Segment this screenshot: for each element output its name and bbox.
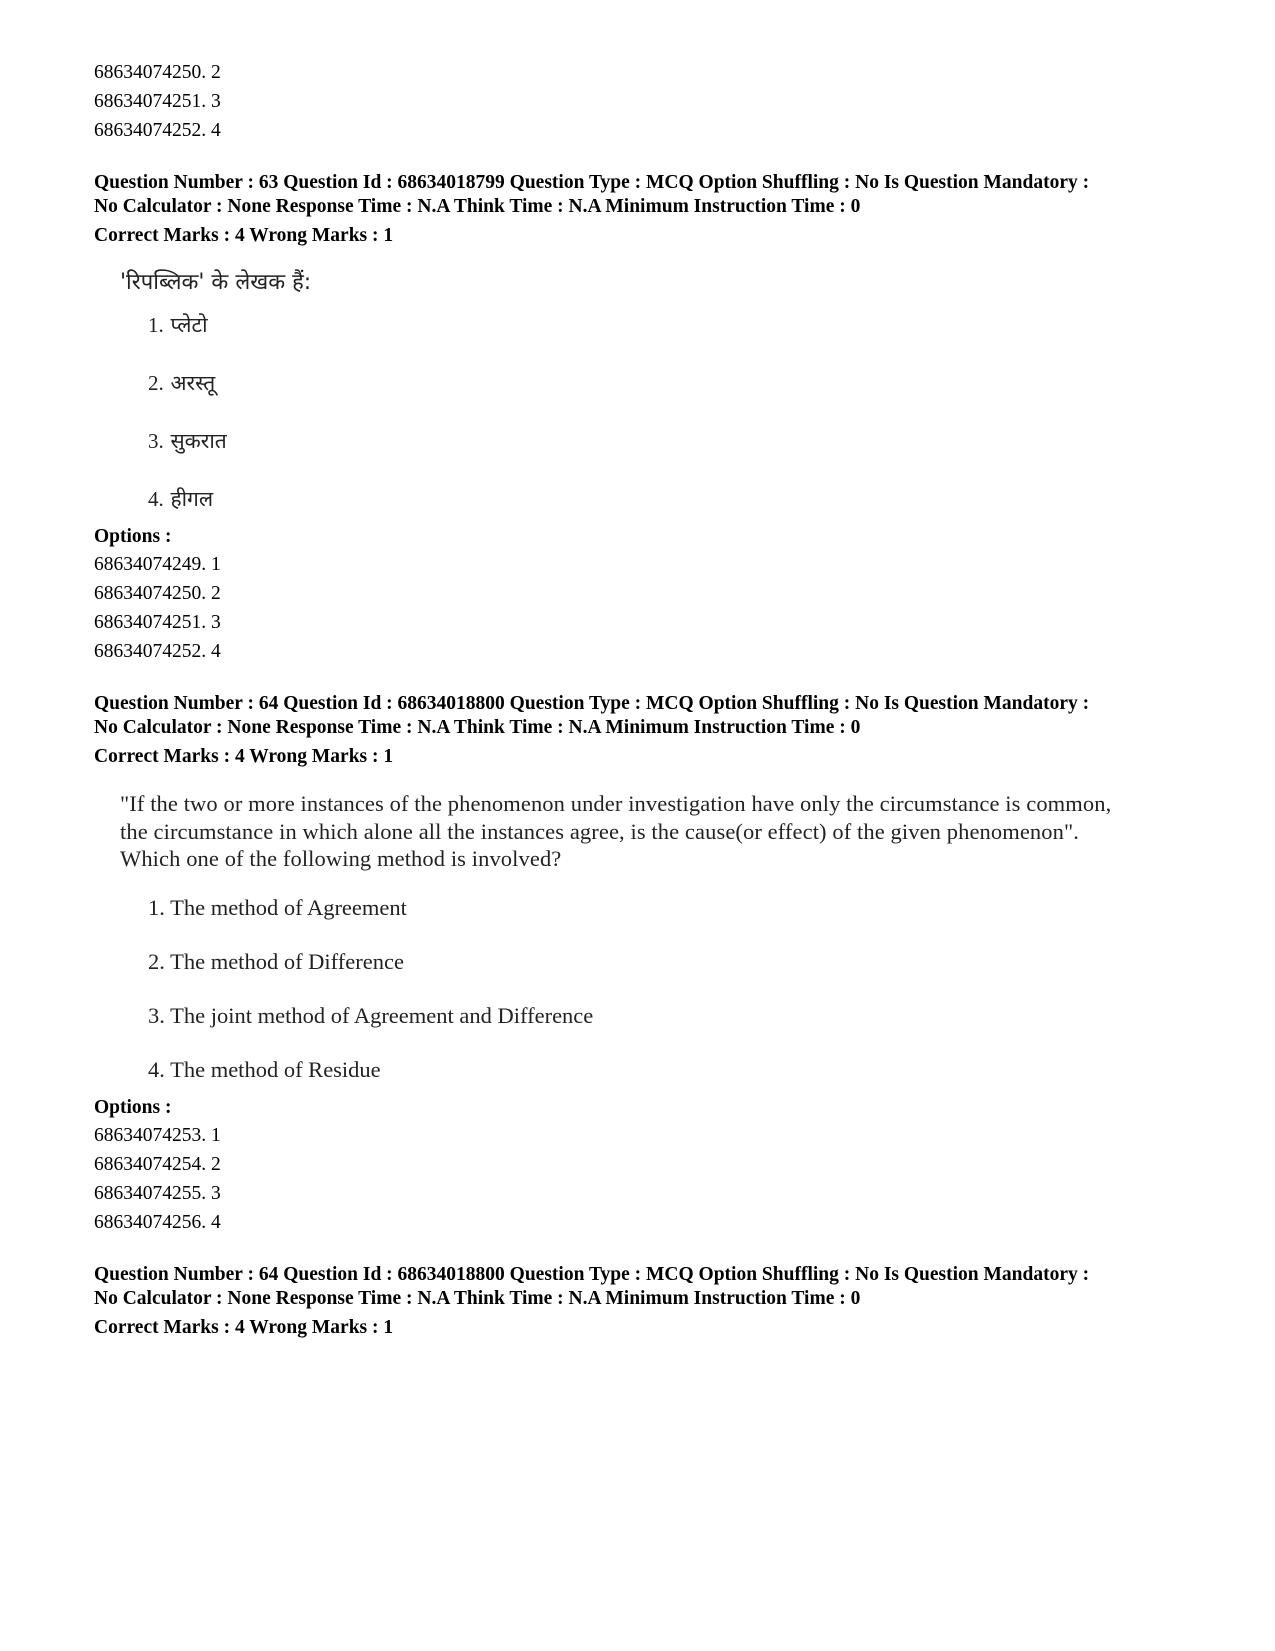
carryover-options: [94, 58, 1194, 145]
choice-number: 4.: [148, 487, 164, 511]
question-meta: [94, 171, 1194, 219]
question-stem-line: Which one of the following method is involved?: [120, 846, 562, 871]
option-id-line: 68634074250. 2: [94, 62, 221, 83]
question-stem: 'रिपब्लिक' के लेखक हैं:: [120, 270, 312, 295]
choice-number: 1.: [148, 313, 164, 337]
options-label: Options :: [94, 526, 172, 547]
choice-text: अरस्तू: [170, 371, 216, 395]
question-marks: Correct Marks : 4 Wrong Marks : 1: [94, 225, 394, 246]
question-meta-line: Question Number : 63 Question Id : 68634018799 Question Type : MCQ Option Shuffling : No Is Question Mandatory :: [94, 172, 1090, 193]
option-id-line: 68634074251. 3: [94, 612, 221, 633]
option-id-list: [94, 550, 1194, 666]
question-stem-line: "If the two or more instances of the phenomenon under investigation have only the circumstance is common,: [120, 791, 1112, 816]
options-label: Options :: [94, 1096, 172, 1118]
question-marks: Correct Marks : 4 Wrong Marks : 1: [94, 1316, 394, 1338]
question-meta-line: Question Number : 64 Question Id : 68634018800 Question Type : MCQ Option Shuffling : No Is Question Mandatory :: [94, 693, 1090, 714]
question-stem: [120, 790, 1194, 873]
option-id-line: 68634074256. 4: [94, 1211, 221, 1233]
question-meta: [94, 692, 1194, 740]
option-id-list: [94, 1121, 1194, 1237]
question-meta-line: Question Number : 64 Question Id : 68634018800 Question Type : MCQ Option Shuffling : No Is Question Mandatory :: [94, 1263, 1090, 1285]
question-meta-line: No Calculator : None Response Time : N.A Think Time : N.A Minimum Instruction Time : 0: [94, 196, 861, 217]
question-stem-line: the circumstance in which alone all the instances agree, is the cause(or effect) of the given phenomenon".: [120, 818, 1079, 844]
answer-choice: 2. The method of Difference: [148, 948, 404, 974]
answer-choice: 1. The method of Agreement: [148, 894, 407, 920]
answer-choice: [148, 368, 1194, 398]
option-id-line: 68634074251. 3: [94, 91, 221, 112]
option-id-line: 68634074255. 3: [94, 1182, 221, 1204]
question-meta: [94, 1263, 1194, 1311]
question-block-64-repeat: [94, 1263, 1194, 1340]
answer-choice: [148, 426, 1194, 456]
option-id-line: 68634074252. 4: [94, 641, 221, 662]
choice-number: 3.: [148, 429, 164, 453]
question-meta-line: No Calculator : None Response Time : N.A Think Time : N.A Minimum Instruction Time : 0: [94, 717, 861, 738]
option-id-line: 68634074250. 2: [94, 583, 221, 604]
choice-number: 2.: [148, 371, 164, 395]
question-body: [120, 790, 1194, 1085]
option-id-line: 68634074253. 1: [94, 1124, 221, 1146]
option-id-line: 68634074249. 1: [94, 554, 221, 575]
question-meta-line: No Calculator : None Response Time : N.A Think Time : N.A Minimum Instruction Time : 0: [94, 1287, 861, 1309]
answer-choices: [148, 893, 1194, 1085]
answer-choice: 3. The joint method of Agreement and Difference: [148, 1002, 594, 1028]
choice-text: हीगल: [170, 487, 214, 511]
document-page: [94, 58, 1194, 1340]
answer-choices: [148, 310, 1194, 514]
question-block-64: [94, 692, 1194, 1237]
answer-choice: 4. The method of Residue: [148, 1056, 381, 1082]
choice-text: प्लेटो: [170, 313, 208, 337]
option-id-line: 68634074252. 4: [94, 120, 221, 141]
choice-text: सुकरात: [170, 429, 227, 453]
question-marks: Correct Marks : 4 Wrong Marks : 1: [94, 746, 394, 767]
question-body: [120, 268, 1194, 514]
question-block-63: [94, 171, 1194, 666]
option-id-line: 68634074254. 2: [94, 1153, 221, 1175]
answer-choice: [148, 310, 1194, 340]
answer-choice: [148, 484, 1194, 514]
